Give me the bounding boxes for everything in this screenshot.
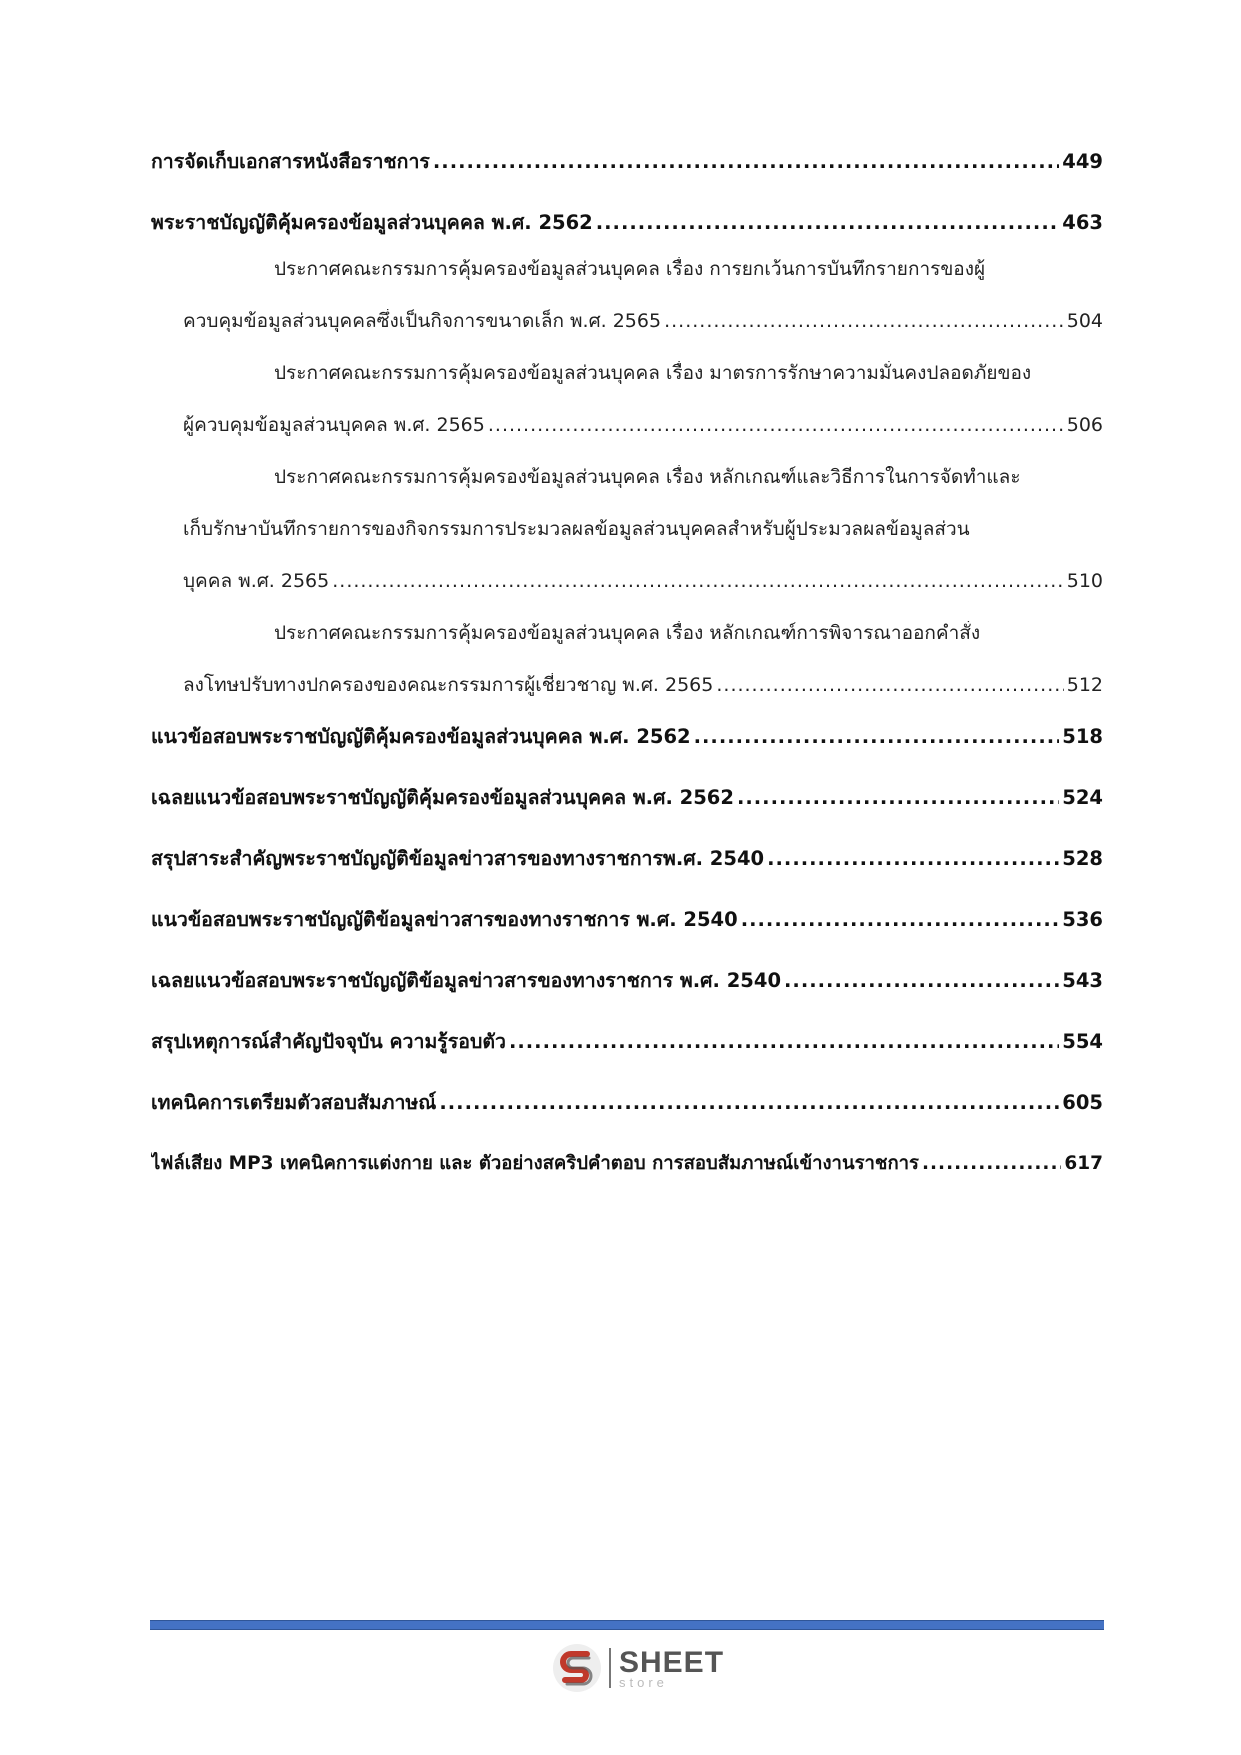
dot-leader	[737, 786, 1059, 810]
toc-sub-entry[interactable]	[151, 621, 1103, 725]
toc-entry-title: แนวข้อสอบพระราชบัญญัติข้อมูลข่าวสารของทางราชการ พ.ศ. 2540	[151, 908, 738, 931]
toc-entry-title: การจัดเก็บเอกสารหนังสือราชการ	[151, 150, 430, 173]
dot-leader	[716, 673, 1063, 697]
dot-leader	[509, 1030, 1059, 1054]
toc-sub-entry-line: ลงโทษปรับทางปกครองของคณะกรรมการผู้เชี่ยวชาญ พ.ศ. 2565	[183, 674, 714, 696]
toc-entry[interactable]	[151, 786, 1103, 847]
dot-leader	[488, 413, 1064, 437]
toc-entry-page: 617	[1064, 1153, 1103, 1174]
toc-entry-page: 518	[1062, 725, 1103, 748]
logo-word: SHEET	[619, 1645, 725, 1679]
toc-entry[interactable]	[151, 1091, 1103, 1152]
dot-leader	[664, 309, 1064, 333]
toc-sub-entry-line: เก็บรักษาบันทึกรายการของกิจกรรมการประมวลผลข้อมูลส่วนบุคคลสำหรับผู้ประมวลผลข้อมูลส่วน	[183, 518, 970, 540]
toc-entry-title: ไฟล์เสียง MP3 เทคนิคการแต่งกาย และ ตัวอย่างสคริปคำตอบ การสอบสัมภาษณ์เข้างานราชการ	[151, 1153, 919, 1174]
toc-entry-page: 543	[1062, 969, 1103, 992]
toc-sub-entry-line: ประกาศคณะกรรมการคุ้มครองข้อมูลส่วนบุคคล เรื่อง มาตรการรักษาความมั่นคงปลอดภัยของ	[274, 362, 1032, 384]
toc-sub-entry-line: ประกาศคณะกรรมการคุ้มครองข้อมูลส่วนบุคคล เรื่อง หลักเกณฑ์การพิจารณาออกคำสั่ง	[274, 622, 981, 644]
toc-entry[interactable]	[151, 847, 1103, 908]
toc-entry[interactable]	[151, 1152, 1103, 1213]
dot-leader	[784, 969, 1059, 993]
dot-leader	[922, 1152, 1061, 1176]
toc-entry-title: สรุปสาระสำคัญพระราชบัญญัติข้อมูลข่าวสารของทางราชการพ.ศ. 2540	[151, 847, 765, 870]
toc-sub-entry-page: 510	[1066, 570, 1103, 592]
toc-sub-entry-line: ควบคุมข้อมูลส่วนบุคคลซึ่งเป็นกิจการขนาดเล็ก พ.ศ. 2565	[183, 310, 662, 332]
toc-sub-entry-line: บุคคล พ.ศ. 2565	[183, 570, 330, 592]
toc-entry-title: พระราชบัญญัติคุ้มครองข้อมูลส่วนบุคคล พ.ศ. 2562	[151, 211, 593, 234]
toc-entry[interactable]	[151, 211, 1103, 257]
logo-subword: store	[619, 1674, 668, 1690]
dot-leader	[694, 725, 1060, 749]
toc-sub-entry-line: ผู้ควบคุมข้อมูลส่วนบุคคล พ.ศ. 2565	[183, 414, 485, 436]
dot-leader	[741, 908, 1060, 932]
dot-leader	[767, 847, 1059, 871]
toc-entry-page: 463	[1062, 211, 1103, 234]
toc-entry-page: 554	[1062, 1030, 1103, 1053]
dot-leader	[596, 211, 1060, 235]
toc-entry[interactable]	[151, 1030, 1103, 1091]
toc-sub-entry-page: 506	[1066, 414, 1103, 436]
toc-entry[interactable]	[151, 150, 1103, 211]
toc-entry-title: สรุปเหตุการณ์สำคัญปัจจุบัน ความรู้รอบตัว	[151, 1030, 506, 1053]
logo-text	[619, 1645, 725, 1690]
table-of-contents	[151, 150, 1103, 1213]
toc-entry-page: 605	[1062, 1091, 1103, 1114]
toc-entry-page: 528	[1062, 847, 1103, 870]
footer-divider	[150, 1620, 1104, 1630]
toc-entry-page: 524	[1062, 786, 1103, 809]
toc-entry-title: เฉลยแนวข้อสอบพระราชบัญญัติข้อมูลข่าวสารของทางราชการ พ.ศ. 2540	[151, 969, 782, 992]
toc-sub-entry[interactable]	[151, 257, 1103, 361]
toc-entry-title: เฉลยแนวข้อสอบพระราชบัญญัติคุ้มครองข้อมูลส่วนบุคคล พ.ศ. 2562	[151, 786, 734, 809]
toc-entry-page: 536	[1062, 908, 1103, 931]
toc-sub-entry[interactable]	[151, 465, 1103, 621]
toc-sub-entry-line: ประกาศคณะกรรมการคุ้มครองข้อมูลส่วนบุคคล เรื่อง การยกเว้นการบันทึกรายการของผู้	[274, 258, 986, 280]
toc-sub-entry-page: 504	[1066, 310, 1103, 332]
dot-leader	[332, 569, 1064, 593]
sheet-store-logo	[551, 1640, 731, 1696]
dot-leader	[439, 1091, 1059, 1115]
logo-separator	[609, 1648, 611, 1688]
logo-s-icon	[551, 1642, 603, 1694]
toc-entry[interactable]	[151, 908, 1103, 969]
toc-entry[interactable]	[151, 969, 1103, 1030]
toc-sub-entry-line: ประกาศคณะกรรมการคุ้มครองข้อมูลส่วนบุคคล เรื่อง หลักเกณฑ์และวิธีการในการจัดทำและ	[274, 466, 1021, 488]
toc-entry-title: เทคนิคการเตรียมตัวสอบสัมภาษณ์	[151, 1091, 437, 1114]
toc-sub-entry[interactable]	[151, 361, 1103, 465]
toc-entry-page: 449	[1062, 150, 1103, 173]
toc-sub-entry-page: 512	[1066, 674, 1103, 696]
dot-leader	[433, 150, 1059, 174]
toc-entry[interactable]	[151, 725, 1103, 786]
toc-entry-title: แนวข้อสอบพระราชบัญญัติคุ้มครองข้อมูลส่วนบุคคล พ.ศ. 2562	[151, 725, 691, 748]
